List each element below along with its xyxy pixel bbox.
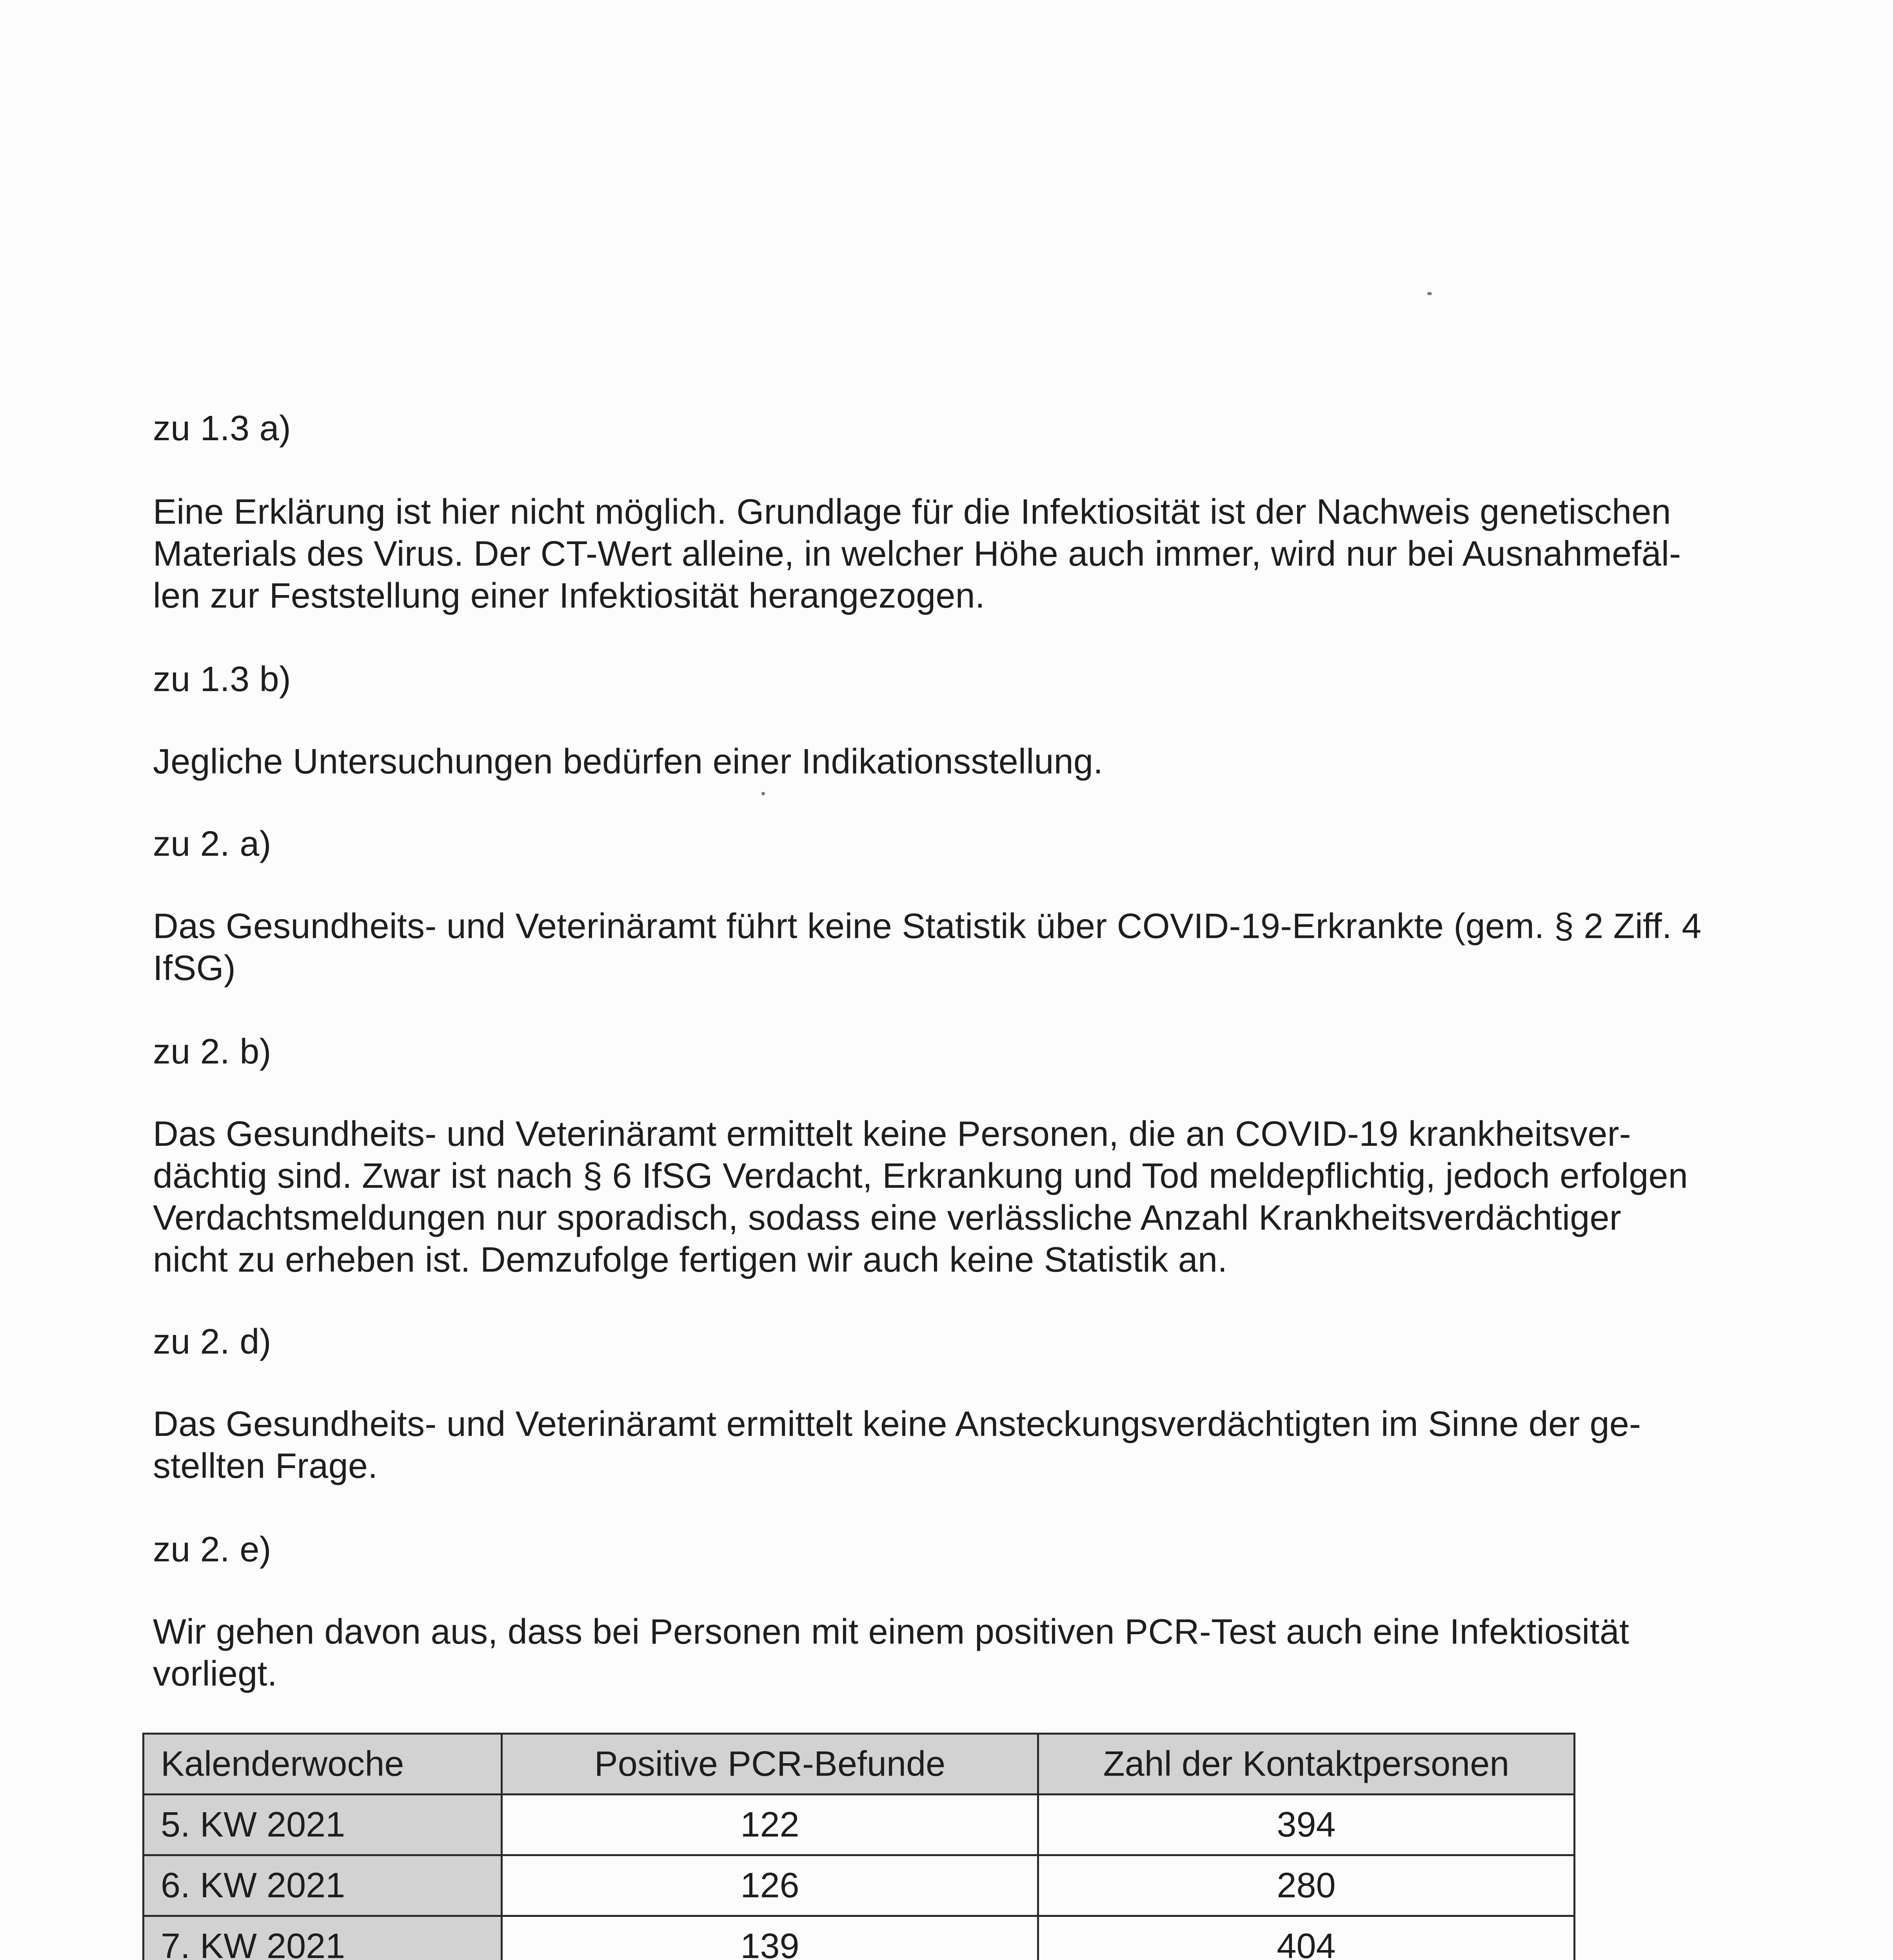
table-row [144,1795,1575,1855]
section-zu-2-b-heading [153,1031,1753,1073]
paragraph-line: IfSG) [153,949,236,988]
cell-contact-persons: 404 [1038,1916,1575,1960]
section-zu-2-a-body [153,906,1753,989]
section-zu-2-e-heading [153,1529,1753,1571]
section-heading: zu 1.3 b) [153,660,291,699]
table-header-row [144,1734,1575,1795]
paragraph-line: nicht zu erheben ist. Demzufolge fertigen wir auch keine Statistik an. [153,1240,1228,1279]
cell-calendar-week: 7. KW 2021 [144,1916,502,1960]
section-zu-1-3-b-heading [153,659,1753,701]
cell-calendar-week: 6. KW 2021 [144,1855,502,1916]
column-header-positive-pcr: Positive PCR-Befunde [502,1734,1038,1795]
paragraph-line: Eine Erklärung ist hier nicht möglich. Grundlage für die Infektiosität ist der Nachweis genetischen [153,492,1671,532]
paragraph-line: vorliegt. [153,1654,277,1693]
cell-positive-pcr: 126 [502,1855,1038,1916]
section-zu-1-3-a-body [153,491,1753,617]
section-heading: zu 2. d) [153,1322,271,1361]
paragraph-line: Das Gesundheits- und Veterinäramt führt keine Statistik über COVID-19-Erkrankte (gem. § 2 Ziff. 4 [153,907,1702,946]
section-zu-2-b-body [153,1113,1753,1281]
paragraph-line: len zur Feststellung einer Infektiosität herangezogen. [153,576,985,615]
table-row [144,1855,1575,1916]
section-zu-2-e-body [153,1611,1753,1695]
paragraph-line: Das Gesundheits- und Veterinäramt ermittelt keine Ansteckungsverdächtigten im Sinne der ge- [153,1405,1641,1444]
paragraph-line: dächtig sind. Zwar ist nach § 6 IfSG Verdacht, Erkrankung und Tod meldepflichtig, jedoch erfolgen [153,1156,1688,1196]
paragraph-line: Wir gehen davon aus, dass bei Personen mit einem positiven PCR-Test auch eine Infektiosität [153,1612,1630,1651]
scan-speck [1427,292,1432,295]
column-header-contact-persons: Zahl der Kontaktpersonen [1038,1734,1575,1795]
cell-positive-pcr: 122 [502,1795,1038,1855]
section-zu-2-a-heading [153,823,1753,865]
section-heading: zu 2. a) [153,824,271,864]
section-heading: zu 1.3 a) [153,409,291,448]
cell-contact-persons: 394 [1038,1795,1575,1855]
paragraph-line: Jegliche Untersuchungen bedürfen einer Indikationsstellung. [153,742,1103,781]
scan-speck [761,792,765,795]
paragraph-line: Materials des Virus. Der CT-Wert alleine, in welcher Höhe auch immer, wird nur bei Ausnahmefäl- [153,534,1681,573]
cell-calendar-week: 5. KW 2021 [144,1795,502,1855]
pcr-statistics-table [142,1733,1575,1960]
paragraph-line: Verdachtsmeldungen nur sporadisch, sodass eine verlässliche Anzahl Krankheitsverdächtiger [153,1198,1621,1238]
section-heading: zu 2. b) [153,1032,271,1071]
table-row [144,1916,1575,1960]
section-zu-2-d-body [153,1403,1753,1487]
section-zu-2-d-heading [153,1321,1753,1363]
cell-positive-pcr: 139 [502,1916,1038,1960]
paragraph-line: stellten Frage. [153,1446,378,1486]
section-zu-1-3-a-heading [153,408,1753,450]
section-zu-1-3-b-body [153,741,1753,783]
cell-contact-persons: 280 [1038,1855,1575,1916]
section-heading: zu 2. e) [153,1530,271,1569]
column-header-calendar-week: Kalenderwoche [144,1734,502,1795]
paragraph-line: Das Gesundheits- und Veterinäramt ermittelt keine Personen, die an COVID-19 krankheitsver- [153,1114,1631,1154]
